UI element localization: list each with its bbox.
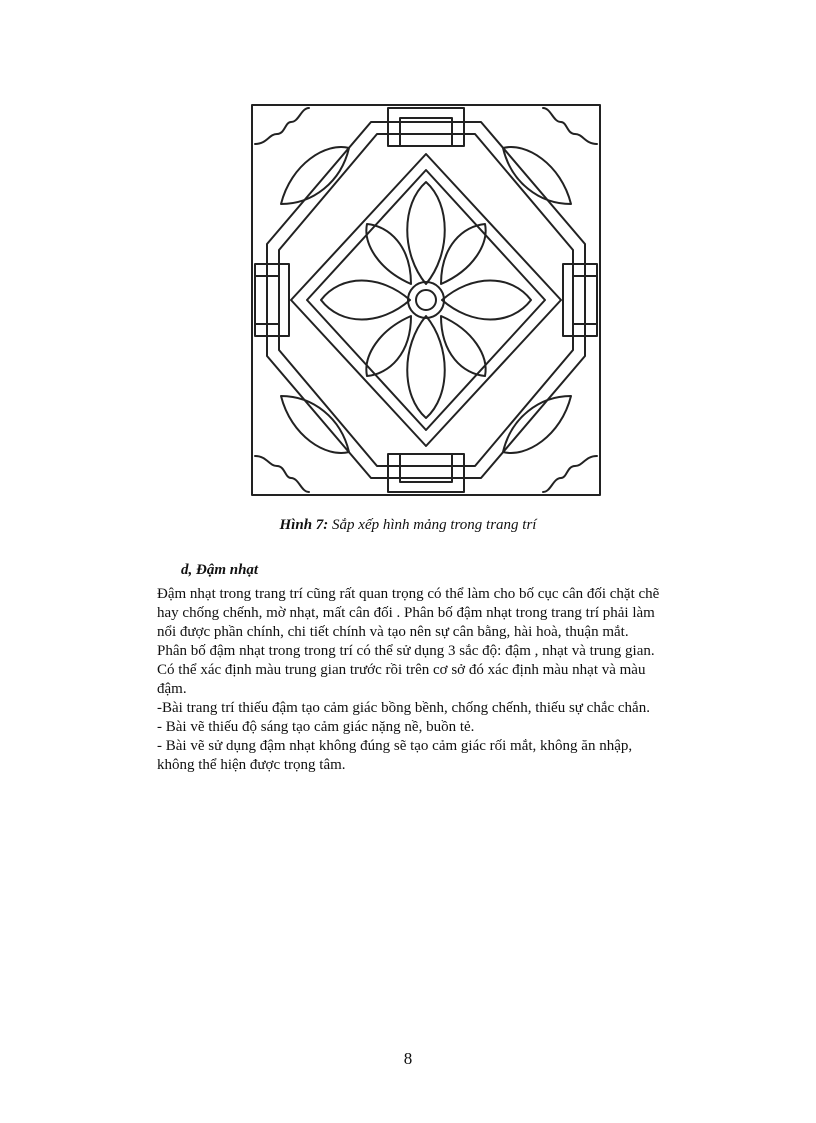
section-heading: d, Đậm nhạt xyxy=(181,562,259,578)
body-line: -Bài trang trí thiếu đậm tạo cảm giác bồng bềnh, chống chếnh, thiếu sự chắc chắn. xyxy=(157,700,650,716)
section-body xyxy=(157,585,699,775)
figure-caption-text: Sắp xếp hình mảng trong trang trí xyxy=(332,517,537,533)
page-number: 8 xyxy=(403,1049,413,1068)
body-line: đậm. xyxy=(157,681,187,697)
figure-caption-label: Hình 7: xyxy=(279,517,329,533)
figure-caption xyxy=(0,517,816,534)
body-line: - Bài vẽ sử dụng đậm nhạt không đúng sẽ tạo cảm giác rối mắt, không ăn nhập, xyxy=(157,738,633,754)
body-line: không thể hiện được trọng tâm. xyxy=(157,757,346,773)
decorative-pattern-figure xyxy=(251,104,601,496)
body-line: - Bài vẽ thiếu độ sáng tạo cảm giác nặng nề, buồn tẻ. xyxy=(157,719,475,735)
body-line: Có thể xác định màu trung gian trước rồi trên cơ sở đó xác định màu nhạt và màu xyxy=(157,662,646,678)
body-line: Phân bố đậm nhạt trong trong trí có thể sử dụng 3 sắc độ: đậm , nhạt và trung gian. xyxy=(157,643,655,659)
body-line: Đậm nhạt trong trang trí cũng rất quan trọng có thể làm cho bố cục cân đối chặt chẽ xyxy=(157,586,660,602)
body-line: nổi được phần chính, chi tiết chính và tạo nên sự cân bằng, hài hoà, thuận mắt. xyxy=(157,624,629,640)
body-line: hay chống chếnh, mờ nhạt, mất cân đối . Phân bố đậm nhạt trong trang trí phải làm xyxy=(157,605,655,621)
